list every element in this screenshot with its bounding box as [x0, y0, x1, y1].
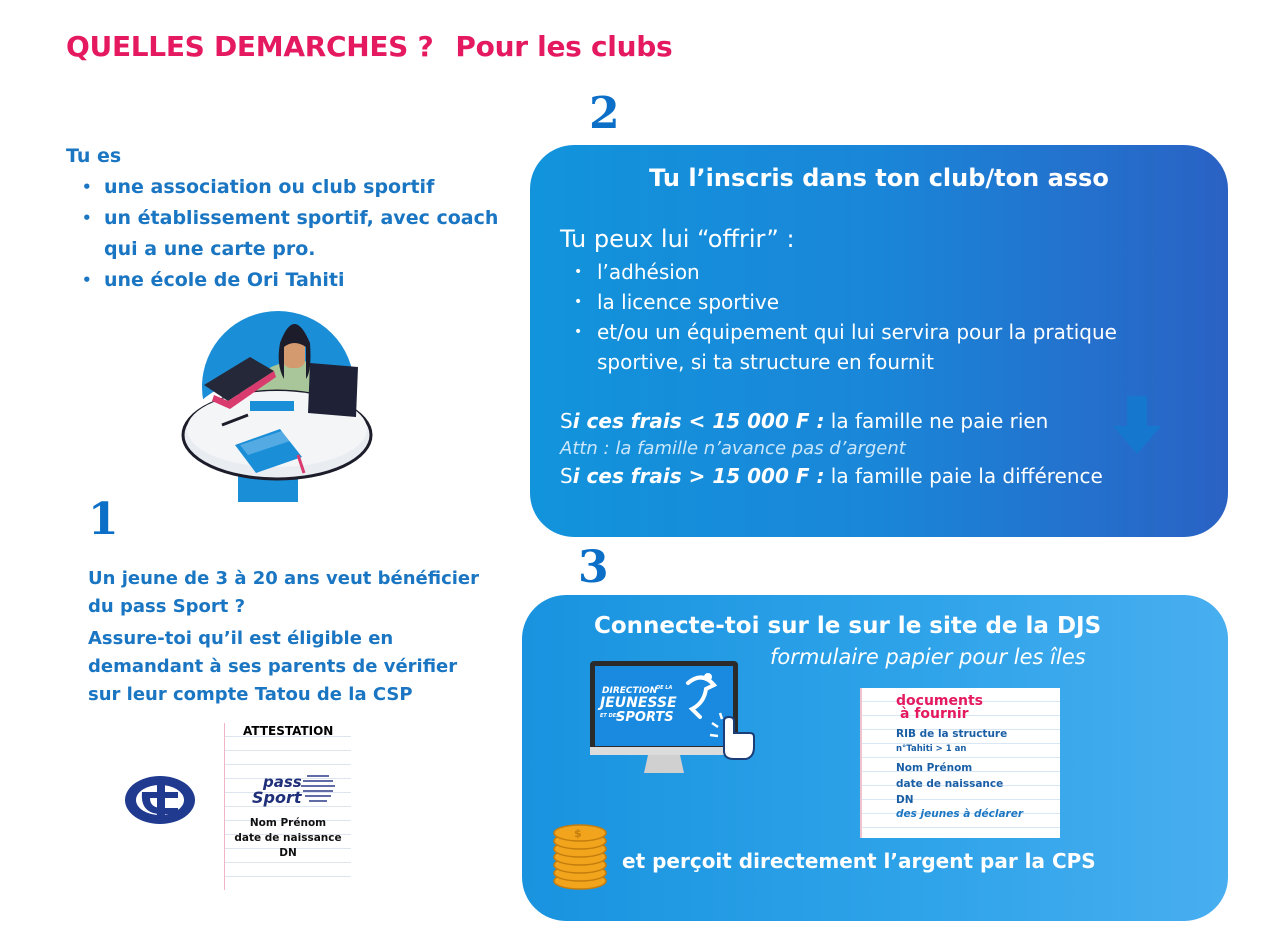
documents-field: Nom Prénom	[896, 762, 973, 774]
step1-question: Un jeune de 3 à 20 ans veut bénéficier du pass Sport ?	[88, 568, 480, 617]
eligibility-list	[82, 172, 512, 296]
offer-heading: Tu peux lui “offrir” :	[560, 225, 795, 253]
attestation-field: date de naissance	[234, 832, 342, 844]
step1-instruction: Assure-toi qu’il est éligible en demandant à ses parents de vérifier sur leur compte Tatou de la CSP	[88, 628, 458, 705]
attestation-title: ATTESTATION	[243, 724, 334, 738]
cps-logo-icon	[122, 772, 198, 828]
attestation-field: DN	[279, 847, 297, 859]
screen-logo-line2: JEUNESSE	[600, 695, 677, 711]
documents-list-card	[860, 688, 1060, 838]
step-number-1: 1	[88, 494, 119, 545]
attestation-fields	[225, 816, 351, 861]
documents-footnote: des jeunes à déclarer	[896, 808, 1024, 820]
step3-box	[522, 595, 1228, 921]
svg-text:$: $	[574, 827, 582, 840]
step-number-2: 2	[589, 88, 620, 139]
screen-logo-small2: ET DES	[600, 713, 620, 719]
eligibility-heading: Tu es	[66, 145, 122, 167]
documents-rib: RIB de la structure	[896, 728, 1008, 740]
title-sub: Pour les clubs	[455, 30, 673, 63]
step1-text	[88, 565, 488, 713]
pass-logo-line1: pass	[263, 773, 302, 791]
offer-list	[574, 257, 1174, 377]
step3-title: Connecte-toi sur le sur le site de la DJS	[594, 613, 1102, 639]
documents-field: date de naissance	[896, 778, 1004, 790]
pass-sport-logo-icon	[251, 772, 337, 808]
screen-logo-line3: SPORTS	[616, 710, 674, 725]
screen-logo-small1: DE LA	[656, 685, 673, 691]
condition-under: Si ces frais < 15 000 F : la famille ne paie rien	[560, 409, 1049, 433]
step3-subtitle: formulaire papier pour les îles	[770, 645, 1086, 669]
coins-icon	[550, 821, 610, 891]
list-item: • la licence sportive	[574, 287, 1174, 317]
list-item: • et/ou un équipement qui lui servira pour la pratique sportive, si ta structure en fournit	[574, 317, 1174, 377]
attestation-field: Nom Prénom	[249, 817, 327, 829]
screen-logo-line1: DIRECTION	[602, 686, 658, 696]
list-item: • une école de Ori Tahiti	[82, 265, 512, 296]
pass-logo-line2: Sport	[252, 788, 302, 807]
down-arrow-icon	[1111, 396, 1163, 454]
documents-field: DN	[896, 794, 914, 806]
desk-illustration	[180, 305, 380, 505]
computer-icon	[588, 659, 764, 779]
list-item: • l’adhésion	[574, 257, 1174, 287]
page-title	[66, 30, 672, 63]
attestation-document	[224, 723, 351, 890]
step-number-3: 3	[578, 542, 609, 593]
advance-note: Attn : la famille n’avance pas d’argent	[560, 438, 906, 459]
title-main: QUELLES DEMARCHES ?	[66, 30, 434, 63]
condition-over: Si ces frais > 15 000 F : la famille paie la différence	[560, 464, 1103, 488]
documents-rib-note: n°Tahiti > 1 an	[896, 744, 967, 754]
list-item: • un établissement sportif, avec coach qui a une carte pro.	[82, 203, 512, 265]
step2-title: Tu l’inscris dans ton club/ton asso	[649, 164, 1109, 192]
documents-heading: documents à fournir	[896, 693, 983, 722]
step2-box	[530, 145, 1228, 537]
documents-fields	[896, 760, 1003, 808]
list-item: • une association ou club sportif	[82, 172, 512, 203]
step3-footer: et perçoit directement l’argent par la CPS	[622, 849, 1096, 873]
